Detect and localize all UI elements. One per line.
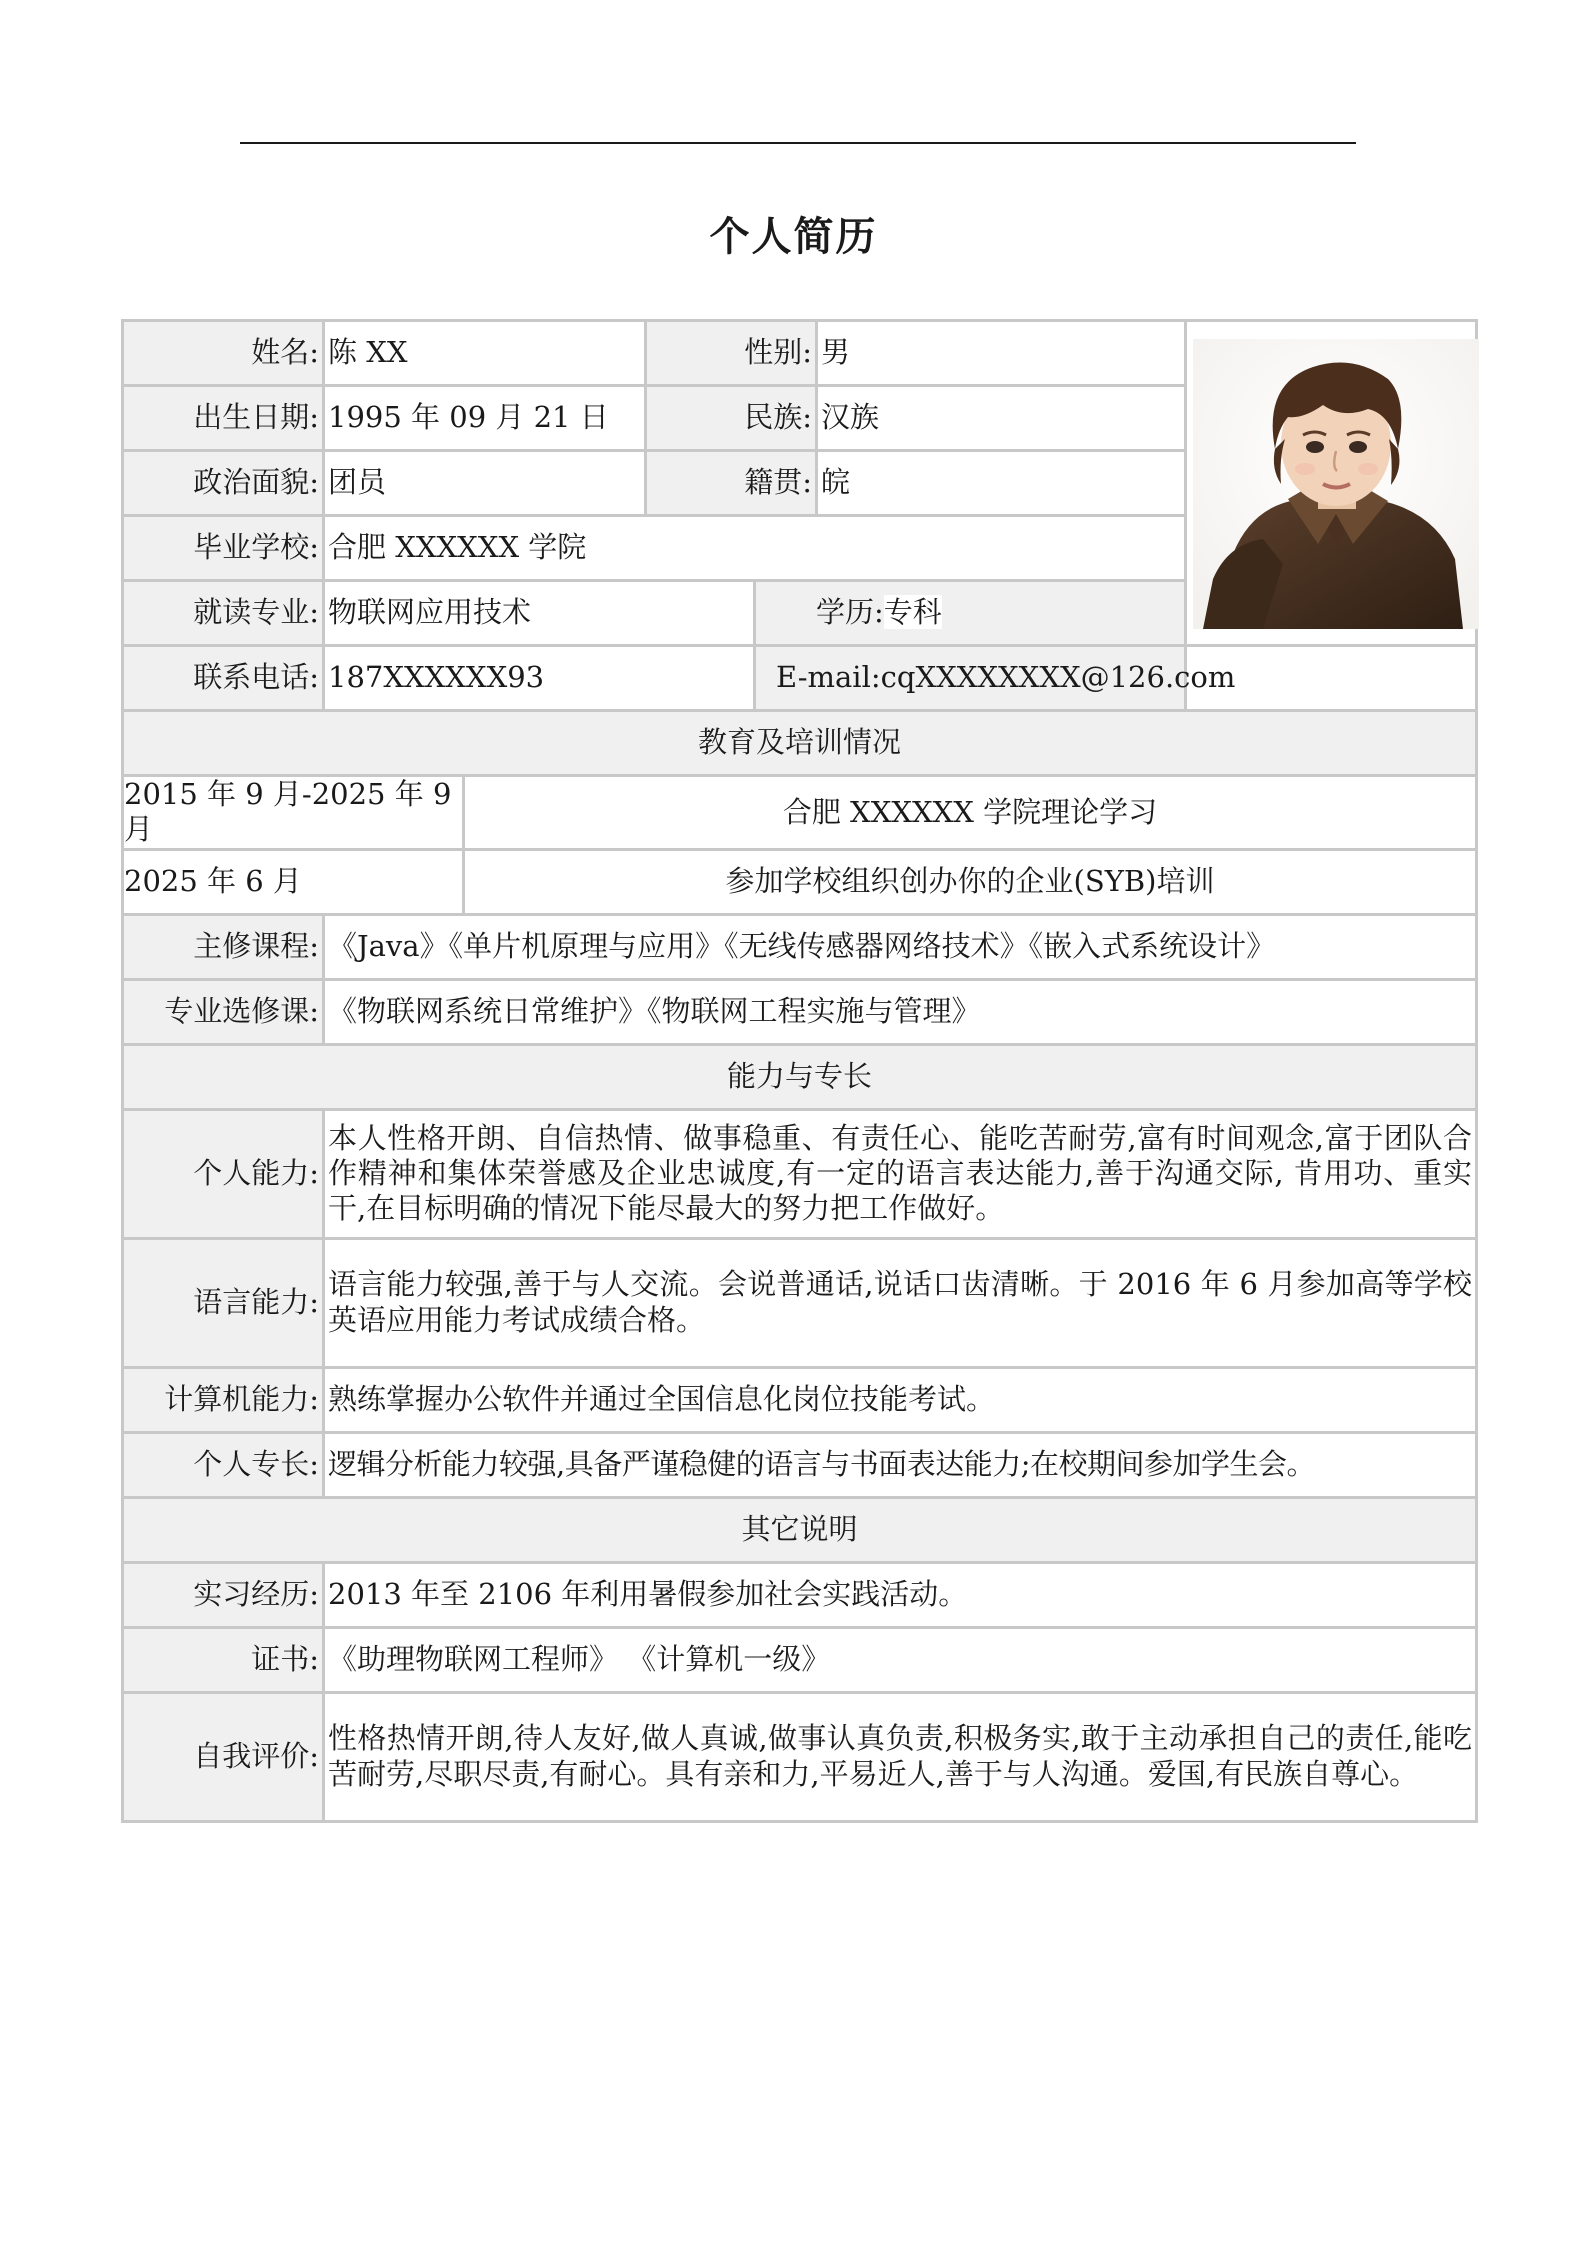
row-contact bbox=[123, 646, 1477, 711]
resume-table bbox=[121, 319, 1478, 1823]
computer-ability-value: 熟练掌握办公软件并通过全国信息化岗位技能考试。 bbox=[324, 1367, 1477, 1432]
major-label: 就读专业: bbox=[123, 581, 324, 646]
gender-label: 性别: bbox=[646, 321, 817, 386]
language-ability-label: 语言能力: bbox=[123, 1238, 324, 1367]
origin-label: 籍贯: bbox=[646, 451, 817, 516]
education-period: 2025 年 6 月 bbox=[123, 849, 464, 914]
computer-ability-label: 计算机能力: bbox=[123, 1367, 324, 1432]
header-rule bbox=[240, 142, 1356, 144]
row-name bbox=[123, 321, 1477, 386]
row-personal-ability bbox=[123, 1109, 1477, 1238]
row-education-heading bbox=[123, 711, 1477, 776]
portrait-photo bbox=[1193, 339, 1479, 629]
internship-value: 2013 年至 2106 年利用暑假参加社会实践活动。 bbox=[324, 1562, 1477, 1627]
row-core-courses bbox=[123, 914, 1477, 979]
certificates-value: 《助理物联网工程师》 《计算机一级》 bbox=[324, 1627, 1477, 1692]
row-language-ability bbox=[123, 1238, 1477, 1367]
political-label: 政治面貌: bbox=[123, 451, 324, 516]
birth-value: 1995 年 09 月 21 日 bbox=[324, 386, 646, 451]
name-label: 姓名: bbox=[123, 321, 324, 386]
origin-value: 皖 bbox=[817, 451, 1186, 516]
degree-cell bbox=[755, 581, 1186, 646]
elective-courses-label: 专业选修课: bbox=[123, 979, 324, 1044]
document-title: 个人简历 bbox=[709, 213, 878, 260]
education-heading: 教育及培训情况 bbox=[123, 711, 1477, 776]
ethnicity-value: 汉族 bbox=[817, 386, 1186, 451]
email-cell bbox=[755, 646, 1236, 711]
skills-heading: 能力与专长 bbox=[123, 1044, 1477, 1109]
specialty-value: 逻辑分析能力较强,具备严谨稳健的语言与书面表达能力;在校期间参加学生会。 bbox=[324, 1432, 1477, 1497]
gender-value: 男 bbox=[817, 321, 1186, 386]
education-desc: 合肥 XXXXXX 学院理论学习 bbox=[464, 776, 1477, 850]
row-specialty bbox=[123, 1432, 1477, 1497]
row-internship bbox=[123, 1562, 1477, 1627]
school-label: 毕业学校: bbox=[123, 516, 324, 581]
language-ability-value: 语言能力较强,善于与人交流。会说普通话,说话口齿清晰。于 2016 年 6 月参加高等学校英语应用能力考试成绩合格。 bbox=[324, 1238, 1477, 1367]
political-value: 团员 bbox=[324, 451, 646, 516]
self-evaluation-value: 性格热情开朗,待人友好,做人真诚,做事认真负责,积极务实,敢于主动承担自己的责任,能吃苦耐劳,尽职尽责,有耐心。具有亲和力,平易近人,善于与人沟通。爱国,有民族自尊心。 bbox=[324, 1692, 1477, 1821]
phone-label: 联系电话: bbox=[123, 646, 324, 711]
row-elective-courses bbox=[123, 979, 1477, 1044]
personal-ability-value: 本人性格开朗、自信热情、做事稳重、有责任心、能吃苦耐劳,富有时间观念,富于团队合作精神和集体荣誉感及企业忠诚度,有一定的语言表达能力,善于沟通交际, 肯用功、重实干,在目标明确的情况下能尽最大的努力把工作做好。 bbox=[324, 1109, 1477, 1238]
education-desc: 参加学校组织创办你的企业(SYB)培训 bbox=[464, 849, 1477, 914]
row-certificates bbox=[123, 1627, 1477, 1692]
education-period: 2015 年 9 月-2025 年 9 月 bbox=[123, 776, 464, 850]
core-courses-value: 《Java》《单片机原理与应用》《无线传感器网络技术》《嵌入式系统设计》 bbox=[324, 914, 1477, 979]
certificates-label: 证书: bbox=[123, 1627, 324, 1692]
row-skills-heading bbox=[123, 1044, 1477, 1109]
education-entry bbox=[123, 849, 1477, 914]
phone-value: 187XXXXXX93 bbox=[324, 646, 755, 711]
elective-courses-value: 《物联网系统日常维护》《物联网工程实施与管理》 bbox=[324, 979, 1477, 1044]
ethnicity-label: 民族: bbox=[646, 386, 817, 451]
school-value: 合肥 XXXXXX 学院 bbox=[324, 516, 1186, 581]
specialty-label: 个人专长: bbox=[123, 1432, 324, 1497]
row-computer-ability bbox=[123, 1367, 1477, 1432]
name-value: 陈 XX bbox=[324, 321, 646, 386]
education-entry bbox=[123, 776, 1477, 850]
email-label: E-mail: bbox=[776, 660, 881, 695]
email-value: cqXXXXXXXX@126.com bbox=[880, 660, 1236, 695]
core-courses-label: 主修课程: bbox=[123, 914, 324, 979]
personal-ability-label: 个人能力: bbox=[123, 1109, 324, 1238]
major-value: 物联网应用技术 bbox=[324, 581, 755, 646]
row-self-evaluation bbox=[123, 1692, 1477, 1821]
birth-label: 出生日期: bbox=[123, 386, 324, 451]
photo-cell bbox=[1186, 321, 1477, 646]
self-evaluation-label: 自我评价: bbox=[123, 1692, 324, 1821]
degree-value: 专科 bbox=[883, 595, 942, 630]
internship-label: 实习经历: bbox=[123, 1562, 324, 1627]
row-other-heading bbox=[123, 1497, 1477, 1562]
degree-label: 学历: bbox=[816, 595, 884, 630]
other-heading: 其它说明 bbox=[123, 1497, 1477, 1562]
